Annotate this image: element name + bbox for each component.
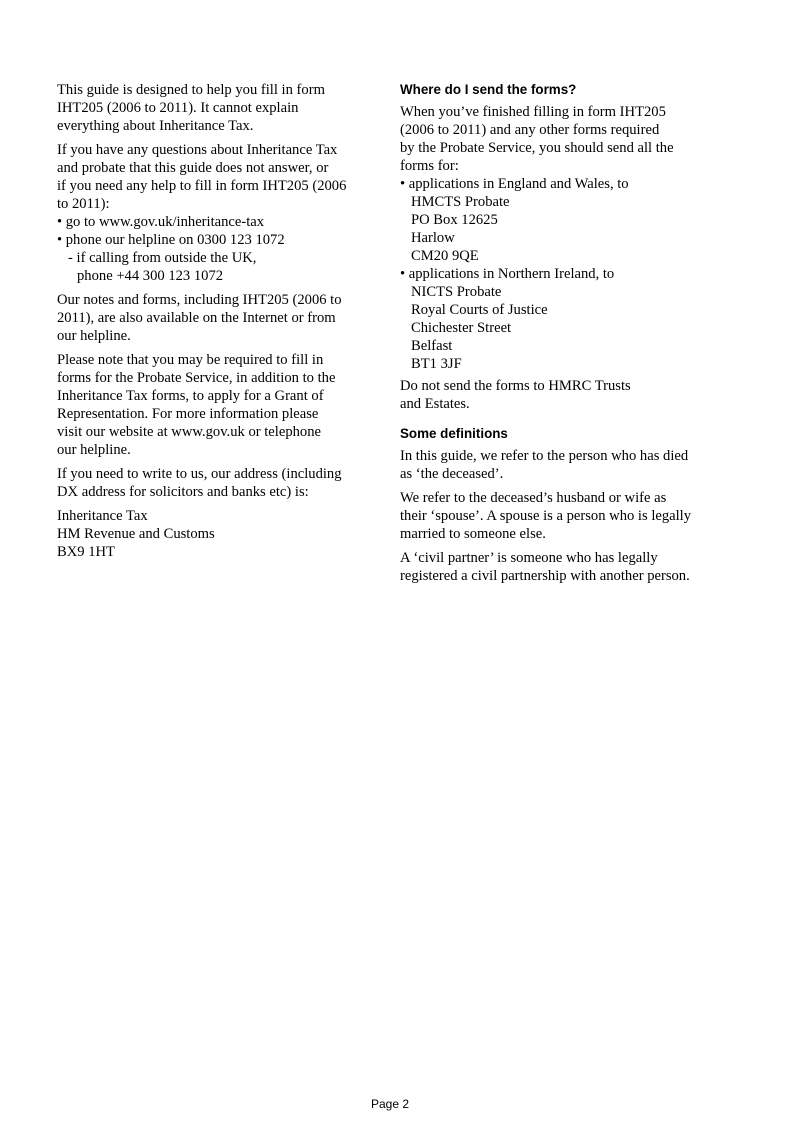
- address-line: Inheritance Tax: [57, 508, 148, 524]
- do-not-send-paragraph: [400, 377, 740, 413]
- intro-paragraph: [57, 81, 385, 135]
- text-line: Do not send the forms to HMRC Trusts: [400, 378, 631, 394]
- text-line: by the Probate Service, you should send all the: [400, 140, 674, 156]
- text-line: We refer to the deceased’s husband or wife as: [400, 490, 667, 506]
- address-line: HMCTS Probate: [411, 194, 510, 210]
- text-line: Our notes and forms, including IHT205 (2006 to: [57, 292, 342, 308]
- text-line: Representation. For more information please: [57, 406, 319, 422]
- civil-partner-definition: [400, 549, 740, 585]
- text-line: In this guide, we refer to the person who has died: [400, 448, 689, 464]
- text-line: If you need to write to us, our address (including: [57, 466, 342, 482]
- address-line: PO Box 12625: [411, 212, 498, 228]
- spouse-definition: [400, 489, 740, 543]
- text-line: and probate that this guide does not answer, or: [57, 160, 329, 176]
- text-line: forms for:: [400, 158, 459, 174]
- text-line: everything about Inheritance Tax.: [57, 118, 254, 134]
- address-line: BX9 1HT: [57, 544, 115, 560]
- right-column: [400, 81, 740, 591]
- sub-bullet-international-phone: phone +44 300 123 1072: [77, 268, 224, 284]
- address-line: Belfast: [411, 338, 453, 354]
- text-line: to 2011):: [57, 196, 110, 212]
- notes-paragraph: [57, 291, 385, 345]
- write-paragraph: [57, 465, 385, 501]
- text-line: A ‘civil partner’ is someone who has legally: [400, 550, 658, 566]
- text-line: our helpline.: [57, 442, 131, 458]
- text-line: 2011), are also available on the Internet or from: [57, 310, 336, 326]
- page-number: Page 2: [370, 1097, 410, 1111]
- bullet-england-wales: • applications in England and Wales, to: [400, 176, 629, 192]
- bullet-northern-ireland: • applications in Northern Ireland, to: [400, 266, 615, 282]
- probate-paragraph: [57, 351, 385, 459]
- text-line: our helpline.: [57, 328, 131, 344]
- send-forms-section: [400, 103, 740, 373]
- questions-paragraph: [57, 141, 385, 285]
- text-line: When you’ve finished filling in form IHT205: [400, 104, 666, 120]
- address-line: Harlow: [411, 230, 455, 246]
- text-line: Please note that you may be required to fill in: [57, 352, 324, 368]
- bullet-helpline: • phone our helpline on 0300 123 1072: [57, 232, 285, 248]
- text-line: IHT205 (2006 to 2011). It cannot explain: [57, 100, 299, 116]
- text-line: This guide is designed to help you fill in form: [57, 82, 325, 98]
- address-line: BT1 3JF: [411, 356, 462, 372]
- send-forms-heading: Where do I send the forms?: [400, 82, 577, 97]
- address-line: NICTS Probate: [411, 284, 502, 300]
- text-line: as ‘the deceased’.: [400, 466, 504, 482]
- definitions-heading: Some definitions: [400, 426, 508, 441]
- text-line: DX address for solicitors and banks etc) is:: [57, 484, 309, 500]
- text-line: (2006 to 2011) and any other forms required: [400, 122, 660, 138]
- text-line: their ‘spouse’. A spouse is a person who is legally: [400, 508, 692, 524]
- address-line: Royal Courts of Justice: [411, 302, 548, 318]
- text-line: If you have any questions about Inheritance Tax: [57, 142, 338, 158]
- text-line: married to someone else.: [400, 526, 546, 542]
- text-line: registered a civil partnership with another person.: [400, 568, 690, 584]
- address-line: Chichester Street: [411, 320, 512, 336]
- left-column: [57, 81, 385, 567]
- text-line: if you need any help to fill in form IHT205 (2006: [57, 178, 347, 194]
- deceased-definition: [400, 447, 740, 483]
- address-line: HM Revenue and Customs: [57, 526, 215, 542]
- text-line: Inheritance Tax forms, to apply for a Grant of: [57, 388, 324, 404]
- bullet-website: • go to www.gov.uk/inheritance-tax: [57, 214, 265, 230]
- text-line: visit our website at www.gov.uk or telephone: [57, 424, 321, 440]
- address-line: CM20 9QE: [411, 248, 479, 264]
- text-line: and Estates.: [400, 396, 470, 412]
- hmrc-address: [57, 507, 385, 561]
- sub-bullet-outside-uk: - if calling from outside the UK,: [68, 250, 257, 266]
- text-line: forms for the Probate Service, in addition to the: [57, 370, 336, 386]
